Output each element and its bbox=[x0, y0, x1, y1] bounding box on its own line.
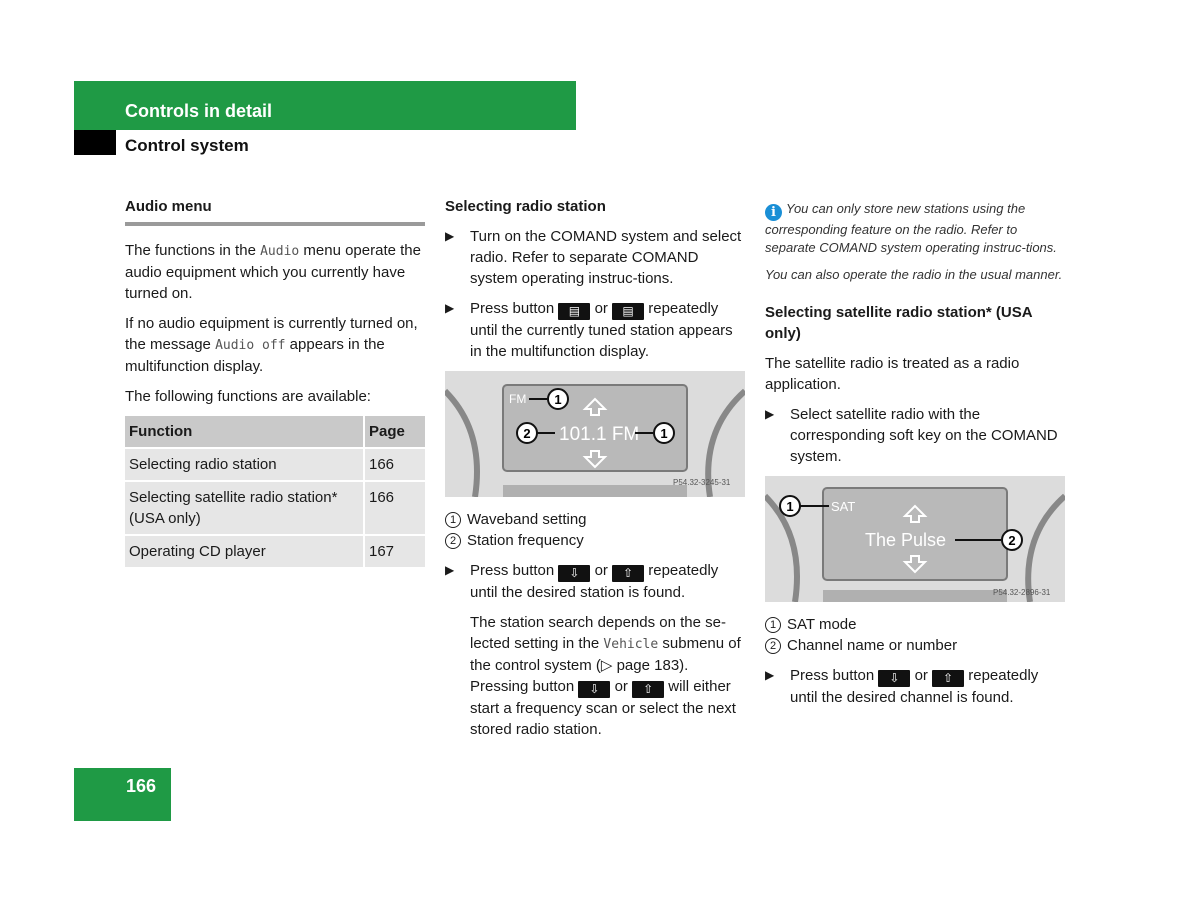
legend-number: 1 bbox=[445, 512, 461, 528]
table-header-row bbox=[125, 416, 425, 448]
table-header-page: Page bbox=[364, 416, 425, 448]
step-text: Press button bbox=[470, 300, 559, 317]
step-text: repeatedly until the desired channel is found. bbox=[790, 667, 1039, 706]
info-note-2: You can also operate the radio in the usual manner. bbox=[765, 267, 1063, 282]
bullet-arrow-icon: ▶ bbox=[765, 668, 775, 682]
table-cell: 166 bbox=[364, 448, 425, 481]
table-cell: 166 bbox=[364, 481, 425, 535]
radio-display-figure bbox=[445, 371, 745, 497]
text: If no audio equipment is currently turned on, the message bbox=[125, 315, 418, 353]
step-text: Select satellite radio with the corresponding soft key on the COMAND system. bbox=[790, 406, 1058, 465]
satellite-radio-heading: Selecting satellite radio station* (USA only) bbox=[765, 304, 1033, 342]
legend-item bbox=[765, 635, 1065, 656]
subsection-title: Control system bbox=[125, 136, 249, 155]
code-audio: Audio bbox=[260, 244, 300, 259]
callout-1b: 1 bbox=[660, 426, 668, 441]
instruction-step bbox=[445, 560, 745, 603]
step-text: Press button bbox=[470, 562, 559, 579]
figure-legend bbox=[445, 509, 745, 551]
text: will either start a frequency scan or select the next stored radio station. bbox=[470, 678, 736, 738]
satellite-display-illustration bbox=[765, 476, 1065, 602]
text: menu operate the audio equipment which you currently have turned on. bbox=[125, 242, 421, 302]
legend-text: Waveband setting bbox=[467, 511, 587, 528]
step-text: repeatedly until the desired station is found. bbox=[470, 562, 719, 601]
legend-text: SAT mode bbox=[787, 616, 857, 633]
table-cell: Operating CD player bbox=[125, 535, 364, 568]
radio-display-illustration bbox=[445, 371, 745, 497]
step-text: or bbox=[594, 562, 608, 579]
instruction-step bbox=[765, 665, 1065, 708]
bullet-arrow-icon: ▶ bbox=[765, 407, 775, 421]
functions-table bbox=[125, 416, 425, 569]
table-row bbox=[125, 481, 425, 535]
text: appears in the multifunction display. bbox=[125, 336, 385, 375]
text: The functions in the bbox=[125, 242, 261, 259]
radio-station-heading: Selecting radio station bbox=[445, 198, 606, 215]
mode-label: SAT bbox=[831, 499, 856, 514]
page-number-box bbox=[74, 768, 171, 821]
legend-number: 1 bbox=[765, 617, 781, 633]
legend-number: 2 bbox=[445, 533, 461, 549]
table-cell: 167 bbox=[364, 535, 425, 568]
figure-code: P54.32-3245-31 bbox=[673, 478, 731, 487]
page-number: 166 bbox=[126, 776, 157, 796]
text: ). Pressing button bbox=[470, 657, 689, 695]
legend-item bbox=[765, 614, 1065, 635]
step-text: Press button bbox=[790, 667, 879, 684]
code-vehicle: Vehicle bbox=[603, 637, 659, 652]
info-icon: i bbox=[765, 204, 782, 221]
table-header-function: Function bbox=[125, 416, 364, 448]
legend-item bbox=[445, 530, 745, 551]
instruction-step bbox=[765, 404, 1065, 467]
section-title: Controls in detail bbox=[125, 101, 273, 121]
subsection-marker bbox=[74, 130, 116, 155]
table-row bbox=[125, 448, 425, 481]
heading-rule bbox=[125, 222, 425, 226]
page-reference: ▷ page 183 bbox=[600, 657, 680, 674]
arrow-up-icon: ⇧ bbox=[612, 565, 644, 582]
channel-name: The Pulse bbox=[865, 530, 947, 550]
note-text: You can only store new stations using the corresponding feature on the radio. Refer to separate COMAND system operating instruc-tions. bbox=[765, 201, 1057, 255]
legend-number: 2 bbox=[765, 638, 781, 654]
step-text: repeatedly until the currently tuned station appears in the multifunction display. bbox=[470, 300, 733, 360]
column-satellite-radio bbox=[765, 200, 1065, 717]
step-text: or bbox=[594, 300, 608, 317]
bullet-arrow-icon: ▶ bbox=[445, 301, 455, 315]
paragraph-functions: The following functions are available: bbox=[125, 388, 371, 405]
legend-text: Station frequency bbox=[467, 532, 584, 549]
step-text: Turn on the COMAND system and select radio. Refer to separate COMAND system operating instruc-tions. bbox=[470, 228, 742, 287]
code-audio-off: Audio off bbox=[215, 338, 286, 353]
table-cell: Selecting satellite radio station* (USA only) bbox=[125, 481, 364, 535]
table-cell: Selecting radio station bbox=[125, 448, 364, 481]
step-text: or bbox=[914, 667, 928, 684]
text: The station search depends on the se-lected setting in the bbox=[470, 614, 726, 652]
text: or bbox=[614, 678, 628, 695]
text: submenu of the control system ( bbox=[470, 635, 741, 674]
callout-1: 1 bbox=[554, 392, 562, 407]
bullet-arrow-icon: ▶ bbox=[445, 563, 455, 577]
satellite-display-figure bbox=[765, 476, 1065, 602]
frequency-text: 101.1 FM bbox=[559, 424, 640, 445]
callout-1: 1 bbox=[786, 499, 794, 514]
callout-2: 2 bbox=[523, 426, 531, 441]
paragraph-satellite: The satellite radio is treated as a radio application. bbox=[765, 355, 1020, 393]
figure-code: P54.32-2896-31 bbox=[993, 588, 1051, 597]
column-radio-station bbox=[445, 196, 745, 749]
table-row bbox=[125, 535, 425, 568]
display-right-icon: ▤ bbox=[612, 303, 644, 320]
paragraph-audio-intro bbox=[125, 240, 425, 304]
info-note bbox=[765, 200, 1065, 257]
arrow-up-icon: ⇧ bbox=[932, 670, 964, 687]
instruction-step bbox=[445, 226, 745, 289]
callout-2: 2 bbox=[1008, 533, 1016, 548]
paragraph-audio-off bbox=[125, 313, 425, 377]
figure-legend bbox=[765, 614, 1065, 656]
audio-menu-heading: Audio menu bbox=[125, 198, 212, 215]
display-left-icon: ▤ bbox=[558, 303, 590, 320]
column-audio-menu bbox=[125, 196, 425, 569]
instruction-step bbox=[445, 298, 745, 362]
legend-item bbox=[445, 509, 745, 530]
arrow-up-icon: ⇧ bbox=[632, 681, 664, 698]
arrow-down-icon: ⇩ bbox=[878, 670, 910, 687]
arrow-down-icon: ⇩ bbox=[558, 565, 590, 582]
paragraph-station-search bbox=[445, 612, 745, 740]
band-label: FM bbox=[509, 392, 527, 406]
arrow-down-icon: ⇩ bbox=[578, 681, 610, 698]
bullet-arrow-icon: ▶ bbox=[445, 229, 455, 243]
legend-text: Channel name or number bbox=[787, 637, 958, 654]
